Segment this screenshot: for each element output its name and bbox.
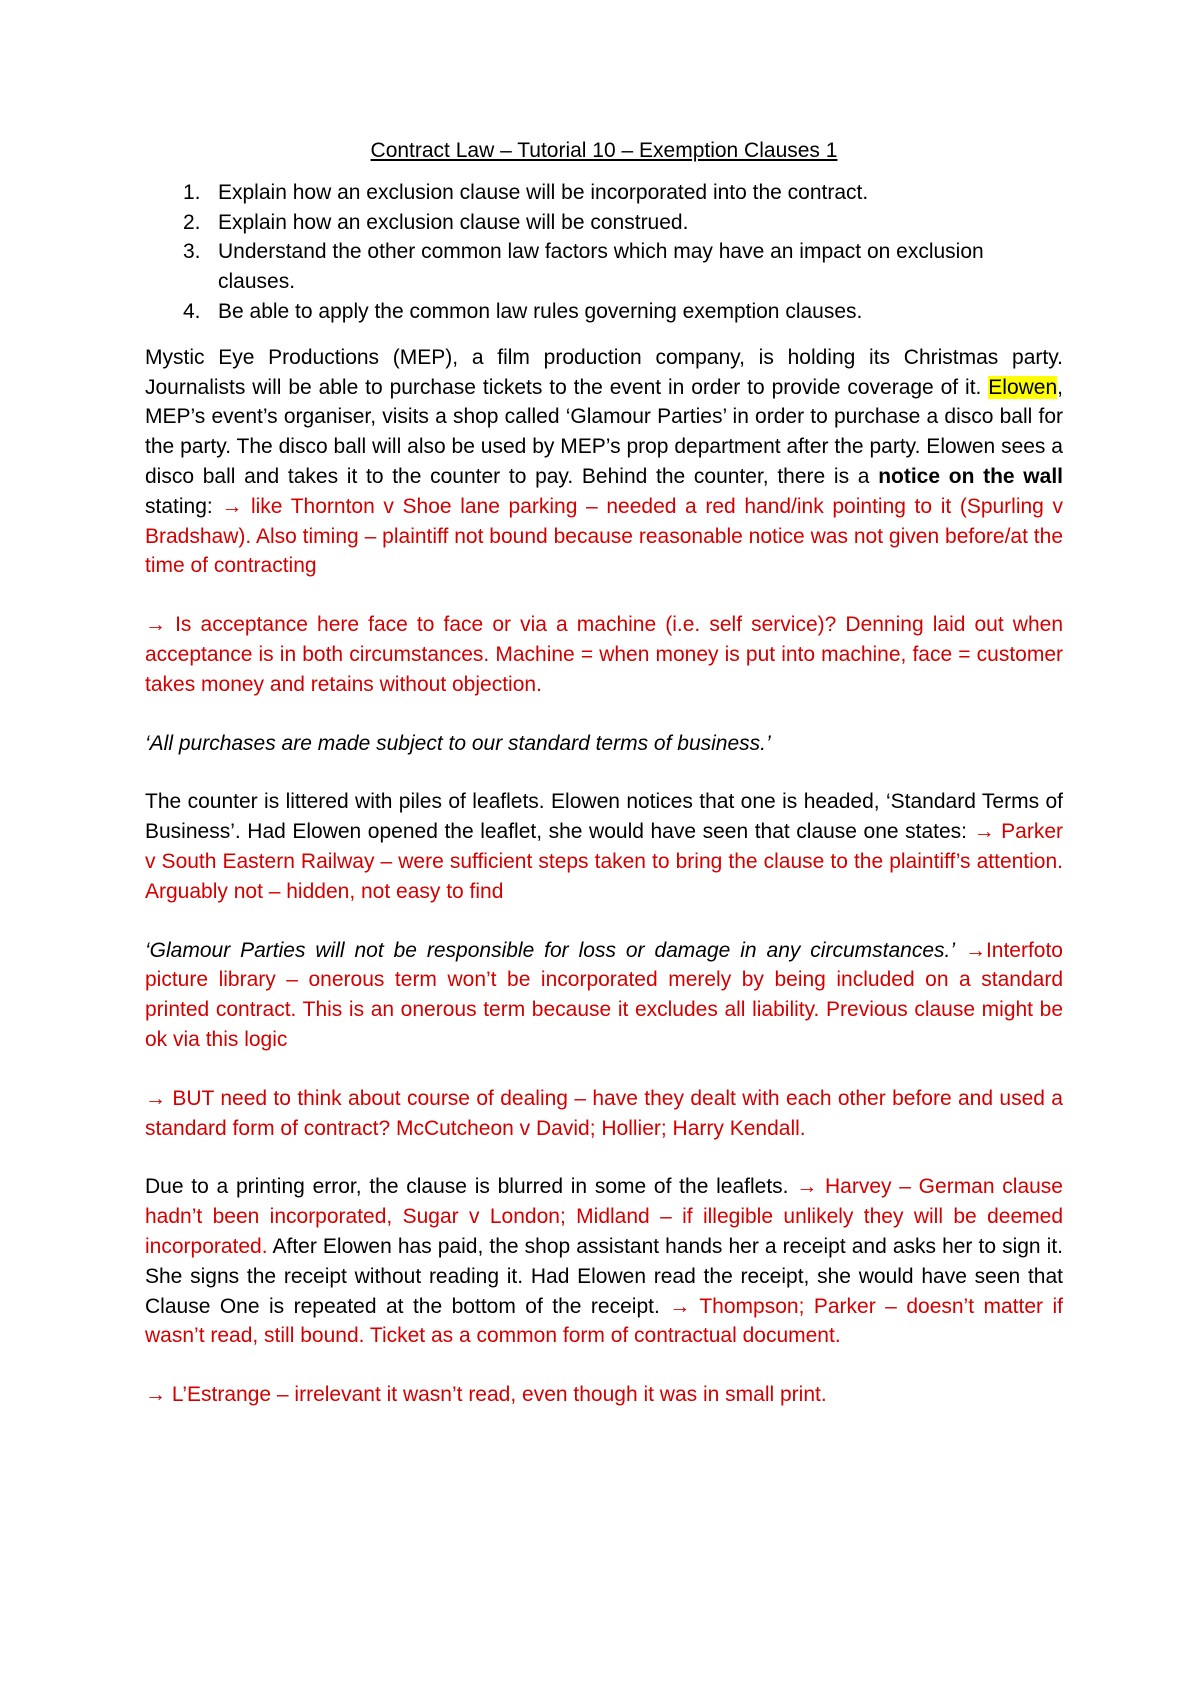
- list-number: 2.: [183, 210, 201, 234]
- arrow-icon: →: [796, 1175, 818, 1199]
- annotation-paragraph-course-of-dealing: [145, 1084, 1063, 1144]
- annotation-paragraph-lestrange: [145, 1380, 1063, 1410]
- list-item-text: Explain how an exclusion clause will be construed.: [218, 210, 689, 234]
- list-item-text: Explain how an exclusion clause will be incorporated into the contract.: [218, 180, 869, 204]
- paragraph-text: After Elowen has paid, the shop assistant hands her a receipt and asks her to sign it. She signs the receipt without reading it. Had Elowen read the receipt, she would have seen that Clause One is repeated at the bottom of the receipt.: [145, 1234, 1063, 1318]
- arrow-icon: →: [973, 820, 995, 844]
- clause-quote: ‘Glamour Parties will not be responsible for loss or damage in any circumstances.’: [145, 938, 956, 962]
- arrow-icon: →: [145, 1086, 166, 1110]
- annotation-note: Parker v South Eastern Railway – were sufficient steps taken to bring the clause to the plaintiff’s attention. Arguably not – hidden, not easy to find: [145, 820, 1063, 903]
- scenario-paragraph-2: [145, 787, 1063, 906]
- list-number: 1.: [183, 180, 201, 204]
- annotation-paragraph-acceptance: [145, 610, 1063, 699]
- list-item: [145, 297, 1063, 327]
- list-item: [145, 208, 1063, 238]
- clause-paragraph: [145, 936, 1063, 1055]
- arrow-icon: →: [145, 613, 166, 637]
- list-number: 3.: [183, 240, 201, 264]
- bold-phrase: notice on the wall: [878, 464, 1063, 488]
- list-item: [145, 178, 1063, 208]
- annotation-note: Is acceptance here face to face or via a machine (i.e. self service)? Denning laid out when acceptance is in both circumstances. Machine = when money is put into machine, face = customer takes money and retains without objection.: [145, 613, 1063, 696]
- list-item: [145, 237, 1063, 297]
- paragraph-text: , MEP’s event’s organiser, visits a shop called ‘Glamour Parties’ in order to purchase a disco ball for the party. The disco ball will also be used by MEP’s prop department after the party. Elowen sees a disco ball and takes it to the counter to pay. Behind the counter, there is a: [145, 375, 1063, 488]
- paragraph-text: stating:: [145, 494, 222, 518]
- annotation-note: Interfoto picture library – onerous term won’t be incorporated merely by being included on a standard printed contract. This is an onerous term because it excludes all liability. Previous clause might be ok via this logic: [145, 938, 1063, 1051]
- annotation-note: BUT need to think about course of dealing – have they dealt with each other before and used a standard form of contract? McCutcheon v David; Hollier; Harry Kendall.: [145, 1086, 1063, 1140]
- list-item-text: Be able to apply the common law rules governing exemption clauses.: [218, 299, 863, 323]
- document-page: [145, 136, 1063, 1439]
- paragraph-text: Due to a printing error, the clause is blurred in some of the leaflets.: [145, 1175, 797, 1199]
- highlighted-name: Elowen: [988, 375, 1058, 399]
- paragraph-text: Mystic Eye Productions (MEP), a film production company, is holding its Christmas party. Journalists will be able to purchase tickets to the event in order to provide coverage of it.: [145, 345, 1063, 399]
- arrow-icon: →: [669, 1294, 691, 1318]
- arrow-icon: →: [964, 938, 986, 962]
- paragraph-text: The counter is littered with piles of leaflets. Elowen notices that one is headed, ‘Standard Terms of Business’. Had Elowen opened the leaflet, she would have seen that clause one states:: [145, 790, 1063, 844]
- list-item-text: Understand the other common law factors which may have an impact on exclusion clauses.: [218, 240, 984, 294]
- document-title: Contract Law – Tutorial 10 – Exemption Clauses 1: [370, 139, 838, 162]
- annotation-note: Thompson; Parker – doesn’t matter if wasn’t read, still bound. Ticket as a common form of contractual document.: [145, 1294, 1063, 1348]
- arrow-icon: →: [221, 494, 243, 518]
- scenario-paragraph-1: [145, 343, 1063, 581]
- annotation-note: L’Estrange – irrelevant it wasn’t read, even though it was in small print.: [166, 1383, 827, 1407]
- annotation-note: like Thornton v Shoe lane parking – needed a red hand/ink pointing to it (Spurling v Bradshaw). Also timing – plaintiff not bound because reasonable notice was not given before/at the time of contracting: [145, 494, 1063, 578]
- objectives-list: [145, 178, 1063, 327]
- scenario-paragraph-3: [145, 1172, 1063, 1351]
- list-number: 4.: [183, 299, 201, 323]
- annotation-note: Harvey – German clause hadn’t been incorporated, Sugar v London; Midland – if illegible unlikely they will be deemed incorporated.: [145, 1175, 1063, 1258]
- arrow-icon: →: [145, 1383, 166, 1407]
- notice-quote: ‘All purchases are made subject to our standard terms of business.’: [145, 731, 771, 755]
